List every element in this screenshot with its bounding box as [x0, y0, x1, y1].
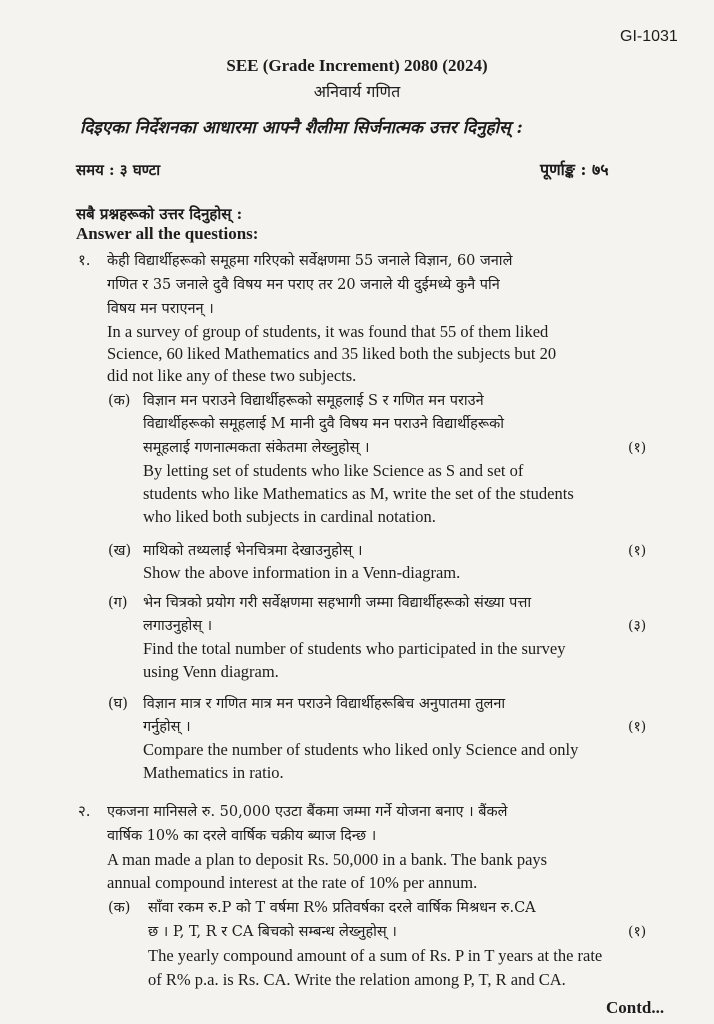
q2-english-line: A man made a plan to deposit Rs. 50,000 in a bank. The bank pays	[107, 850, 548, 869]
q1c-english-line: using Venn diagram.	[143, 662, 279, 681]
q1a-english-line: By letting set of students who like Science as S and set of	[143, 461, 524, 480]
q1c-nepali-line: भेन चित्रको प्रयोग गरी सर्वेक्षणमा सहभागी जम्मा विद्यार्थीहरूको संख्या पत्ता	[143, 595, 532, 611]
part-label: (क)	[108, 900, 131, 916]
q1-english-line: did not like any of these two subjects.	[107, 366, 357, 385]
marks-label: (१)	[628, 924, 647, 940]
time-allowed: समय : ३ घण्टा	[76, 161, 161, 179]
q1b-nepali-line: माथिको तथ्यलाई भेनचित्रमा देखाउनुहोस् ।	[143, 543, 363, 559]
paper-code: GI-1031	[620, 28, 678, 45]
q2a-nepali-line: छ । P, T, R र CA बिचको सम्बन्ध लेख्नुहोस् ।	[148, 924, 397, 940]
question-number: १.	[78, 251, 91, 269]
q1-english-line: In a survey of group of students, it was found that 55 of them liked	[107, 322, 549, 341]
q1-nepali-line: विषय मन पराएनन् ।	[107, 301, 214, 317]
subject-title: अनिवार्य गणित	[313, 82, 401, 101]
continued-label: Contd...	[606, 998, 665, 1017]
q1-english-line: Science, 60 liked Mathematics and 35 liked both the subjects but 20	[107, 344, 557, 363]
part-label: (ग)	[108, 595, 128, 611]
q1c-nepali-line: लगाउनुहोस् ।	[143, 618, 213, 634]
q2-english-line: annual compound interest at the rate of 10% per annum.	[107, 873, 478, 892]
marks-label: (१)	[628, 440, 647, 456]
q2a-english-line: of R% p.a. is Rs. CA. Write the relation among P, T, R and CA.	[148, 970, 566, 989]
q1-nepali-line: केही विद्यार्थीहरूको समूहमा गरिएको सर्वेक्षणमा 55 जनाले विज्ञान, 60 जनाले	[107, 253, 513, 269]
part-label: (ख)	[108, 543, 132, 559]
instruction: दिइएका निर्देशनका आधारमा आफ्नै शैलीमा सिर्जनात्मक उत्तर दिनुहोस् :	[80, 118, 523, 138]
exam-title: SEE (Grade Increment) 2080 (2024)	[226, 56, 488, 75]
marks-label: (१)	[628, 543, 647, 559]
question-number: २.	[78, 802, 91, 820]
q1a-english-line: who liked both subjects in cardinal notation.	[143, 507, 436, 526]
q1d-nepali-line: विज्ञान मात्र र गणित मात्र मन पराउने विद्यार्थीहरूबिच अनुपातमा तुलना	[143, 696, 506, 712]
q2-nepali-line: एकजना मानिसले रु. 50,000 एउटा बैंकमा जम्मा गर्ने योजना बनाए । बैंकले	[107, 804, 508, 820]
q1d-english-line: Compare the number of students who liked only Science and only	[143, 740, 579, 759]
q1a-english-line: students who like Mathematics as M, write the set of the students	[143, 484, 574, 503]
full-marks: पूर्णाङ्क : ७५	[540, 160, 609, 179]
q1b-english-line: Show the above information in a Venn-diagram.	[143, 563, 461, 582]
answer-all-nepali: सबै प्रश्नहरूको उत्तर दिनुहोस् :	[76, 205, 243, 223]
q1a-nepali-line: समूहलाई गणनात्मकता संकेतमा लेख्नुहोस् ।	[143, 440, 370, 456]
q1d-nepali-line: गर्नुहोस् ।	[143, 719, 191, 735]
q1c-english-line: Find the total number of students who participated in the survey	[143, 639, 566, 658]
part-label: (क)	[108, 393, 131, 409]
q2-nepali-line: वार्षिक 10% का दरले वार्षिक चक्रीय ब्याज दिन्छ ।	[107, 828, 377, 844]
answer-all-english: Answer all the questions:	[76, 224, 259, 243]
q1a-nepali-line: विज्ञान मन पराउने विद्यार्थीहरूको समूहलाई S र गणित मन पराउने	[143, 393, 484, 409]
marks-label: (१)	[628, 719, 647, 735]
q1d-english-line: Mathematics in ratio.	[143, 763, 284, 782]
q2a-english-line: The yearly compound amount of a sum of Rs. P in T years at the rate	[148, 946, 603, 965]
part-label: (घ)	[108, 696, 128, 712]
q1-nepali-line: गणित र 35 जनाले दुवै विषय मन पराए तर 20 जनाले यी दुईमध्ये कुनै पनि	[107, 277, 500, 293]
q2a-nepali-line: साँवा रकम रु.P को T वर्षमा R% प्रतिवर्षका दरले वार्षिक मिश्रधन रु.CA	[148, 900, 536, 916]
q1a-nepali-line: विद्यार्थीहरूको समूहलाई M मानी दुवै विषय मन पराउने विद्यार्थीहरूको	[143, 416, 505, 432]
marks-label: (३)	[628, 618, 647, 634]
